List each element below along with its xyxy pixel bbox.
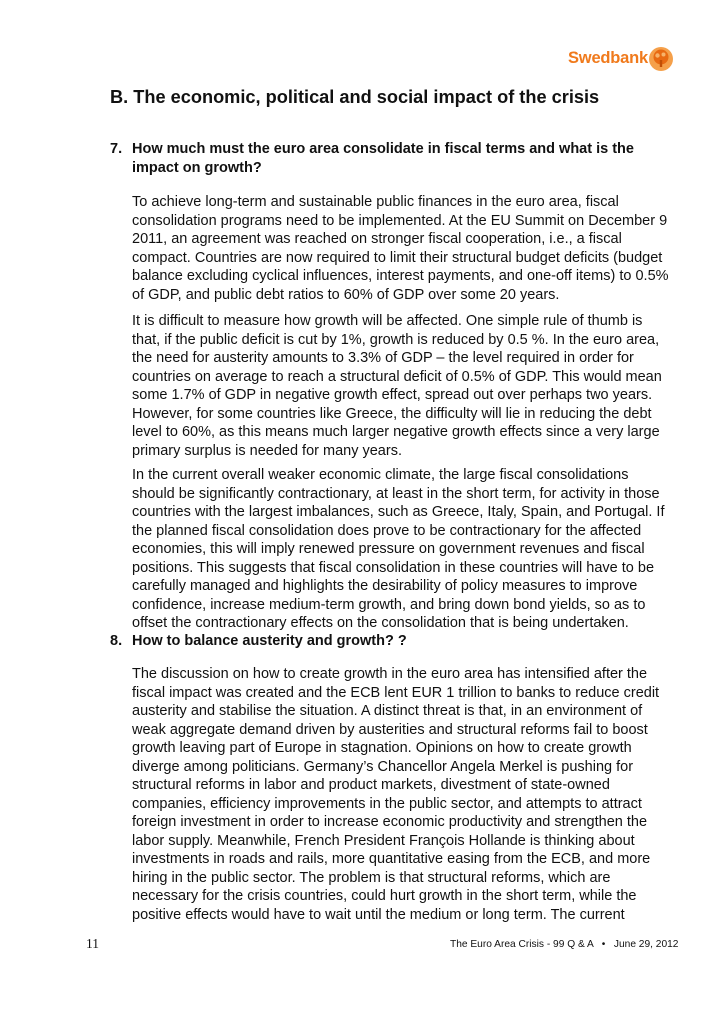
- text-line: the need for austerity amounts to 3.3% of GDP – the level required in order for: [132, 350, 634, 366]
- text-line: of GDP, and public debt ratios to 60% of GDP over some 20 years.: [132, 286, 560, 303]
- text-line: economies, this will imply renewed pressure on government revenues and fiscal: [132, 541, 645, 557]
- paragraph: [132, 193, 692, 304]
- text-line: necessary for the crisis countries, could hurt growth in the short term, while the: [132, 888, 637, 904]
- paragraph: [132, 312, 692, 460]
- text-line: offset the contractionary effects on the consolidation that is being undertaken.: [132, 615, 629, 631]
- question-7-title: [110, 140, 652, 177]
- question-title-line: How to balance austerity and growth? ?: [132, 633, 407, 649]
- footer-date: June 29, 2012: [613, 939, 679, 950]
- text-line: fiscal impact was created and the ECB lent EUR 1 trillion to banks to reduce credit: [132, 684, 660, 701]
- text-line: foreign investment in order to increase economic productivity and strengthen the: [132, 814, 648, 830]
- question-title-line: How much must the euro area consolidate in fiscal terms and what is the: [132, 141, 634, 157]
- brand-name: Swedbank: [568, 49, 649, 67]
- text-line: countries with the largest imbalances, such as Greece, Italy, Spain, and Portugal. If: [132, 504, 665, 520]
- text-line: that, if the public deficit is cut by 1%, growth is reduced by 0.5 %. In the euro area,: [132, 331, 660, 348]
- text-line: structural reforms in labor and product markets, divestment of state-owned: [132, 777, 610, 793]
- text-line: However, for some countries like Greece, the difficulty will lie in reducing the debt: [132, 405, 652, 422]
- paragraph: [132, 665, 692, 924]
- text-line: 2011, an agreement was reached on stronger fiscal cooperation, i.e., a fiscal: [132, 231, 622, 247]
- text-line: consolidation programs need to be implemented. At the EU Summit on December 9: [132, 212, 668, 229]
- text-line: countries on average to reach a structural deficit of 0.5% of GDP. This would mean: [132, 368, 662, 385]
- text-line: the planned fiscal consolidation does prove to be contractionary for the affected: [132, 522, 642, 539]
- text-line: level to 60%, as this means much larger negative growth effects since a very large: [132, 424, 660, 440]
- text-line: labor supply. Meanwhile, French President François Hollande is thinking about: [132, 832, 635, 849]
- question-8-title: [110, 632, 652, 651]
- text-line: positive effects would have to wait until the medium or long term. The current: [132, 906, 625, 923]
- text-line: primary surplus is needed for many years.: [132, 442, 402, 459]
- text-line: positions. This suggests that fiscal consolidation in these countries will have to be: [132, 559, 655, 576]
- text-line: some 1.7% of GDP in negative growth effect, spread out over perhaps two years.: [132, 387, 653, 403]
- section-title: B. The economic, political and social impact of the crisis: [110, 87, 600, 107]
- question-number: 8.: [110, 633, 123, 649]
- brand-logo: [568, 44, 680, 74]
- oak-tree-logo-icon: [648, 46, 674, 72]
- text-line: It is difficult to measure how growth will be affected. One simple rule of thumb is: [132, 313, 643, 329]
- text-line: should be significantly contractionary, at least in the short term, for activity in those: [132, 485, 660, 502]
- text-line: confidence, increase medium-term growth, and bring down bond yields, so as to: [132, 596, 646, 613]
- text-line: To achieve long-term and sustainable public finances in the euro area, fiscal: [132, 194, 619, 210]
- footer-running-title: [450, 939, 678, 950]
- text-line: weak aggregate demand driven by austerities and structural reforms fail to boost: [132, 721, 648, 738]
- paragraph: [132, 466, 692, 633]
- text-line: compact. Countries are now required to limit their structural budget deficits (budget: [132, 249, 663, 266]
- text-line: In the current overall weaker economic climate, the large fiscal consolidations: [132, 467, 629, 483]
- text-line: balance excluding cyclical influences, interest payments, and one-off items) to 0.5%: [132, 268, 669, 284]
- text-line: growth leaving part of Europe in stagnation. Opinions on how to create growth: [132, 740, 632, 756]
- text-line: investments in roads and rails, more quantitative easing from the ECB, and more: [132, 851, 651, 867]
- footer-separator: •: [601, 939, 606, 950]
- text-line: austerity and stabilise the situation. A distinct threat is that, in an environment of: [132, 703, 643, 719]
- question-number: 7.: [110, 141, 123, 157]
- text-line: The discussion on how to create growth in the euro area has intensified after the: [132, 666, 648, 682]
- text-line: diverge among politicians. Germany’s Chancellor Angela Merkel is pushing for: [132, 758, 634, 775]
- page-number: 11: [86, 936, 99, 951]
- text-line: hiring in the public sector. The problem is that structural reforms, which are: [132, 869, 611, 886]
- text-line: carefully managed and highlights the desirability of policy measures to improve: [132, 578, 638, 594]
- text-line: companies, efficiency improvements in the public sector, and attempts to attract: [132, 795, 642, 812]
- footer-doc-title: The Euro Area Crisis - 99 Q & A: [450, 939, 594, 950]
- question-title-line: impact on growth?: [132, 159, 262, 176]
